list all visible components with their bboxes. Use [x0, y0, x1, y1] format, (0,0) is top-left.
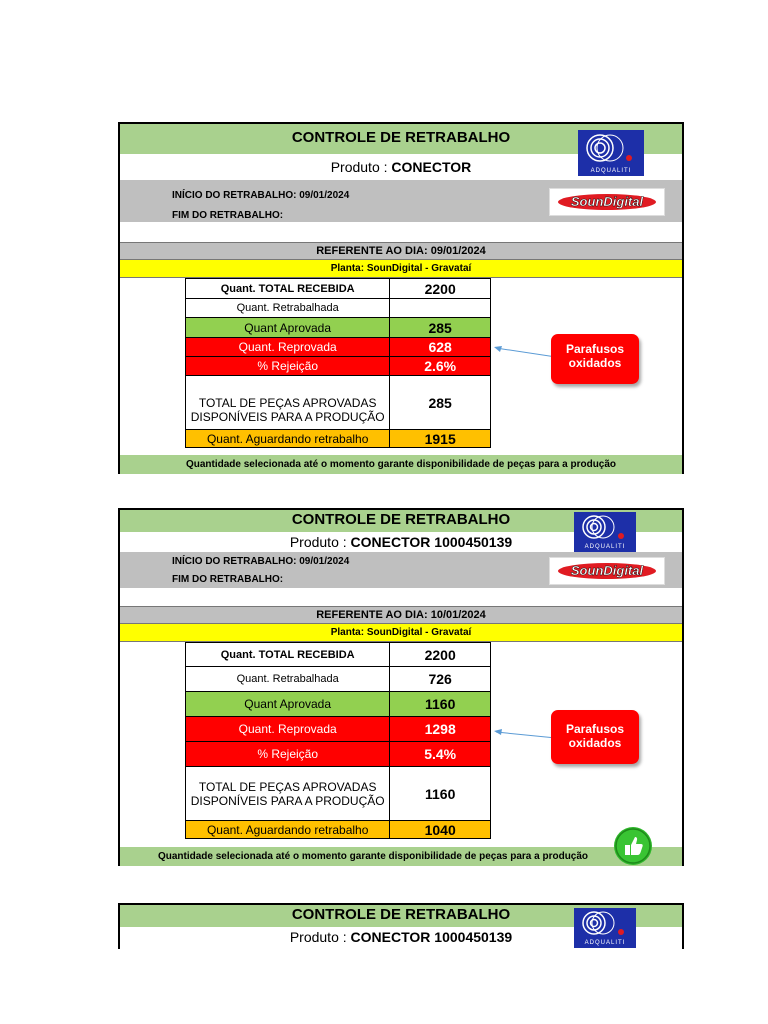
plant-line: Planta: SounDigital - Gravataí	[120, 624, 682, 642]
sheet-title: CONTROLE DE RETRABALHO	[120, 510, 682, 532]
approved-label: Quant Aprovada	[186, 318, 390, 338]
callout-line-1: Parafusos	[565, 342, 625, 356]
reworked-value: 726	[390, 667, 491, 692]
soundigital-text: SounDigital	[570, 194, 644, 209]
product-name: CONECTOR 1000450139	[350, 929, 513, 945]
adqualiti-text: ADQUALITI	[584, 544, 626, 550]
rejection-value: 5.4%	[390, 742, 491, 767]
table-row	[186, 767, 491, 821]
waiting-label: Quant. Aguardando retrabalho	[186, 430, 390, 448]
callout-line-1: Parafusos	[565, 722, 625, 736]
available-label	[186, 767, 390, 821]
reference-day: REFERENTE AO DIA: 09/01/2024	[120, 242, 682, 260]
approved-label: Quant Aprovada	[186, 692, 390, 717]
end-date: FIM DO RETRABALHO:	[172, 574, 284, 585]
callout-line-2: oxidados	[568, 736, 622, 750]
available-value: 285	[390, 376, 491, 430]
reference-day: REFERENTE AO DIA: 10/01/2024	[120, 606, 682, 624]
callout-line-2: oxidados	[568, 356, 622, 370]
table-row	[186, 430, 491, 448]
rejection-label: % Rejeição	[186, 357, 390, 376]
product-name: CONECTOR 1000450139	[350, 534, 513, 550]
waiting-value: 1915	[390, 430, 491, 448]
product-prefix: Produto :	[330, 159, 388, 175]
rework-sheet-3	[118, 903, 684, 949]
total-label: Quant. TOTAL RECEBIDA	[186, 279, 390, 299]
waiting-value: 1040	[390, 821, 491, 839]
adqualiti-logo	[578, 130, 644, 176]
adqualiti-logo	[574, 908, 636, 948]
reworked-label: Quant. Retrabalhada	[186, 299, 390, 318]
available-label-line-1: TOTAL DE PEÇAS APROVADAS	[198, 779, 377, 794]
table-row	[186, 742, 491, 767]
rejected-label: Quant. Reprovada	[186, 717, 390, 742]
table-row	[186, 299, 491, 318]
plant-line: Planta: SounDigital - Gravataí	[120, 260, 682, 278]
footer-text: Quantidade selecionada até o momento garante disponibilidade de peças para a produção	[157, 851, 589, 862]
table-row	[186, 279, 491, 299]
approved-value: 1160	[390, 692, 491, 717]
callout-arrow	[490, 726, 560, 746]
table-row	[186, 717, 491, 742]
available-label	[186, 376, 390, 430]
product-name: CONECTOR	[391, 159, 472, 175]
footer-note: Quantidade selecionada até o momento garante disponibilidade de peças para a produção	[120, 455, 682, 474]
sheet-title: CONTROLE DE RETRABALHO	[120, 124, 682, 154]
start-date: INÍCIO DO RETRABALHO: 09/01/2024	[172, 190, 350, 201]
rework-sheet-1	[118, 122, 684, 474]
available-label-line-2: DISPONÍVEIS PARA A PRODUÇÃO	[190, 793, 385, 808]
table-row	[186, 667, 491, 692]
table-row	[186, 692, 491, 717]
soundigital-logo	[549, 557, 665, 585]
rejection-callout	[551, 334, 639, 384]
rejection-value: 2.6%	[390, 357, 491, 376]
waiting-label: Quant. Aguardando retrabalho	[186, 821, 390, 839]
rejected-label: Quant. Reprovada	[186, 338, 390, 357]
product-prefix: Produto :	[289, 534, 347, 550]
rework-table	[185, 642, 491, 839]
rework-table	[185, 278, 491, 448]
soundigital-text: SounDigital	[570, 563, 644, 578]
reworked-label: Quant. Retrabalhada	[186, 667, 390, 692]
rework-sheet-2	[118, 508, 684, 866]
table-row	[186, 643, 491, 667]
adqualiti-text: ADQUALITI	[584, 940, 626, 946]
rejected-value: 1298	[390, 717, 491, 742]
total-value: 2200	[390, 279, 491, 299]
thumbs-up-icon	[614, 827, 652, 865]
adqualiti-logo	[574, 512, 636, 552]
rejection-label: % Rejeição	[186, 742, 390, 767]
soundigital-logo	[549, 188, 665, 216]
total-value: 2200	[390, 643, 491, 667]
table-row	[186, 338, 491, 357]
end-date: FIM DO RETRABALHO:	[172, 210, 284, 221]
rejected-value: 628	[390, 338, 491, 357]
available-value: 1160	[390, 767, 491, 821]
callout-arrow	[490, 342, 560, 362]
footer-note	[120, 847, 682, 866]
thumbs-up-glyph	[614, 827, 652, 865]
rejection-callout	[551, 710, 639, 764]
table-row	[186, 318, 491, 338]
product-prefix: Produto :	[289, 929, 347, 945]
approved-value: 285	[390, 318, 491, 338]
sheet-title: CONTROLE DE RETRABALHO	[120, 905, 682, 927]
table-row	[186, 357, 491, 376]
total-label: Quant. TOTAL RECEBIDA	[186, 643, 390, 667]
start-date: INÍCIO DO RETRABALHO: 09/01/2024	[172, 556, 350, 567]
adqualiti-text: ADQUALITI	[590, 168, 632, 174]
available-label-line-2: DISPONÍVEIS PARA A PRODUÇÃO	[190, 409, 385, 424]
reworked-value	[390, 299, 491, 318]
table-row	[186, 821, 491, 839]
table-row	[186, 376, 491, 430]
available-label-line-1: TOTAL DE PEÇAS APROVADAS	[198, 395, 377, 410]
